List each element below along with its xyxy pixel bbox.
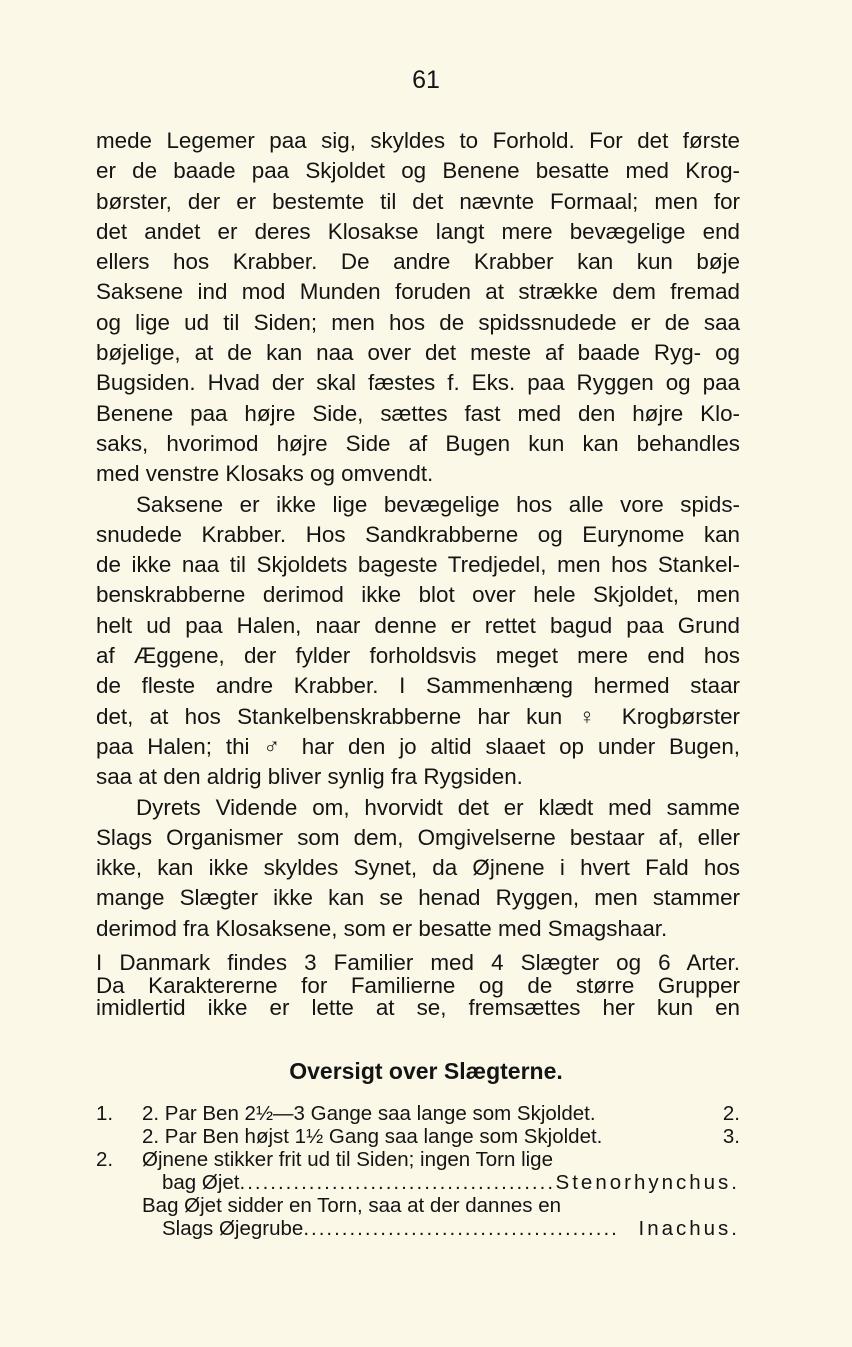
text-line: derimod fra Klosaksene, som er besatte med Smagshaar. [96, 915, 668, 941]
text-line: ellers hos Krabber. De andre Krabber kan kun bøje [96, 249, 740, 275]
couplet-option-text: Slags Øjegrube [162, 1217, 304, 1240]
text-line: er de baade paa Skjoldet og Benene besatte med Krog- [96, 158, 740, 184]
text-line: I Danmark findes 3 Familier med 4 Slægter og 6 Arter. [96, 950, 740, 975]
leader-dots: ......................................... [303, 1217, 619, 1240]
text-line: de ikke naa til Skjoldets bageste Tredjedel, men hos Stankel- [96, 552, 740, 578]
paragraph [96, 793, 740, 944]
text-line: Benene paa højre Side, sættes fast med den højre Klo- [96, 400, 740, 426]
text-line: børster, der er bestemte til det nævnte Formaal; men for [96, 188, 740, 214]
key-row [96, 1148, 740, 1171]
key-row [96, 1217, 740, 1240]
key-row [96, 1194, 740, 1217]
text-line: Saksene ind mod Munden foruden at strække dem fremad [96, 279, 740, 305]
key-row [96, 1125, 740, 1148]
text-line: Bugsiden. Hvad der skal fæstes f. Eks. paa Ryggen og paa [96, 370, 740, 396]
couplet-reference: 3. [722, 1125, 740, 1148]
page-number: 61 [412, 66, 440, 94]
section-title: Oversigt over Slægterne. [289, 1058, 563, 1084]
couplet-option-leader [142, 1171, 740, 1194]
key-row [96, 1171, 740, 1194]
couplet-option-text: 2. Par Ben 2½—3 Gange saa lange som Skjoldet. [142, 1102, 596, 1125]
text-line: imidlertid ikke er lette at se, fremsættes her kun en [96, 995, 740, 1020]
text-line: helt ud paa Halen, naar denne er rettet bagud paa Grund [96, 612, 740, 638]
key-row [96, 1102, 740, 1125]
text-line: Dyrets Vidende om, hvorvidt det er klædt med samme [136, 794, 740, 820]
text-line: Slags Organismer som dem, Omgivelserne bestaar af, eller [96, 824, 740, 850]
couplet-option-leader [142, 1217, 740, 1240]
text-line: paa Halen; thi ♂ har den jo altid slaaet op under Bugen, [96, 733, 740, 759]
text-line: benskrabberne derimod ikke blot over hele Skjoldet, men [96, 582, 740, 608]
body-text [96, 126, 740, 944]
text-line: de fleste andre Krabber. I Sammenhæng hermed staar [96, 673, 740, 699]
key-introduction [96, 952, 740, 1020]
paragraph [96, 490, 740, 793]
text-line: saa at den aldrig bliver synlig fra Rygsiden. [96, 764, 523, 790]
text-line: det, at hos Stankelbenskrabberne har kun ♀ Krogbørster [96, 703, 740, 729]
text-line: og lige ud til Siden; men hos de spidssnudede er de saa [96, 309, 740, 335]
paragraph [96, 126, 740, 490]
text-line: af Æggene, der fylder forholdsvis meget mere end hos [96, 643, 740, 669]
identification-key [96, 1102, 740, 1240]
text-line: saks, hvorimod højre Side af Bugen kun kan behandles [96, 430, 740, 456]
couplet-number: 1. [96, 1102, 114, 1125]
couplet-number: 2. [96, 1148, 114, 1171]
text-line: bøjelige, at de kan naa over det meste af baade Ryg- og [96, 340, 740, 366]
couplet-option-text: bag Øjet [162, 1171, 240, 1194]
text-line: Da Karaktererne for Familierne og de større Grupper [96, 972, 740, 998]
leader-dots: ......................................... [239, 1171, 556, 1194]
text-line: mede Legemer paa sig, skyldes to Forhold. For det første [96, 128, 740, 153]
couplet-option-text: Bag Øjet sidder en Torn, saa at der dannes en [142, 1194, 562, 1217]
couplet-option-text: Øjnene stikker frit ud til Siden; ingen Torn lige [142, 1148, 553, 1171]
couplet-reference: 2. [722, 1102, 740, 1125]
text-line: snudede Krabber. Hos Sandkrabberne og Eurynome kan [96, 521, 740, 547]
text-line: Saksene er ikke lige bevægelige hos alle vore spids- [136, 491, 740, 517]
genus-name: Stenorhynchus. [555, 1171, 740, 1194]
text-line: ikke, kan ikke skyldes Synet, da Øjnene i hvert Fald hos [96, 855, 740, 881]
text-line: det andet er deres Klosakse langt mere bevægelige end [96, 218, 740, 244]
couplet-option-text: 2. Par Ben højst 1½ Gang saa lange som Skjoldet. [142, 1125, 603, 1148]
genus-name: Inachus. [638, 1217, 740, 1240]
text-line: mange Slægter ikke kan se henad Ryggen, men stammer [96, 885, 740, 911]
text-line: med venstre Klosaks og omvendt. [96, 461, 434, 487]
